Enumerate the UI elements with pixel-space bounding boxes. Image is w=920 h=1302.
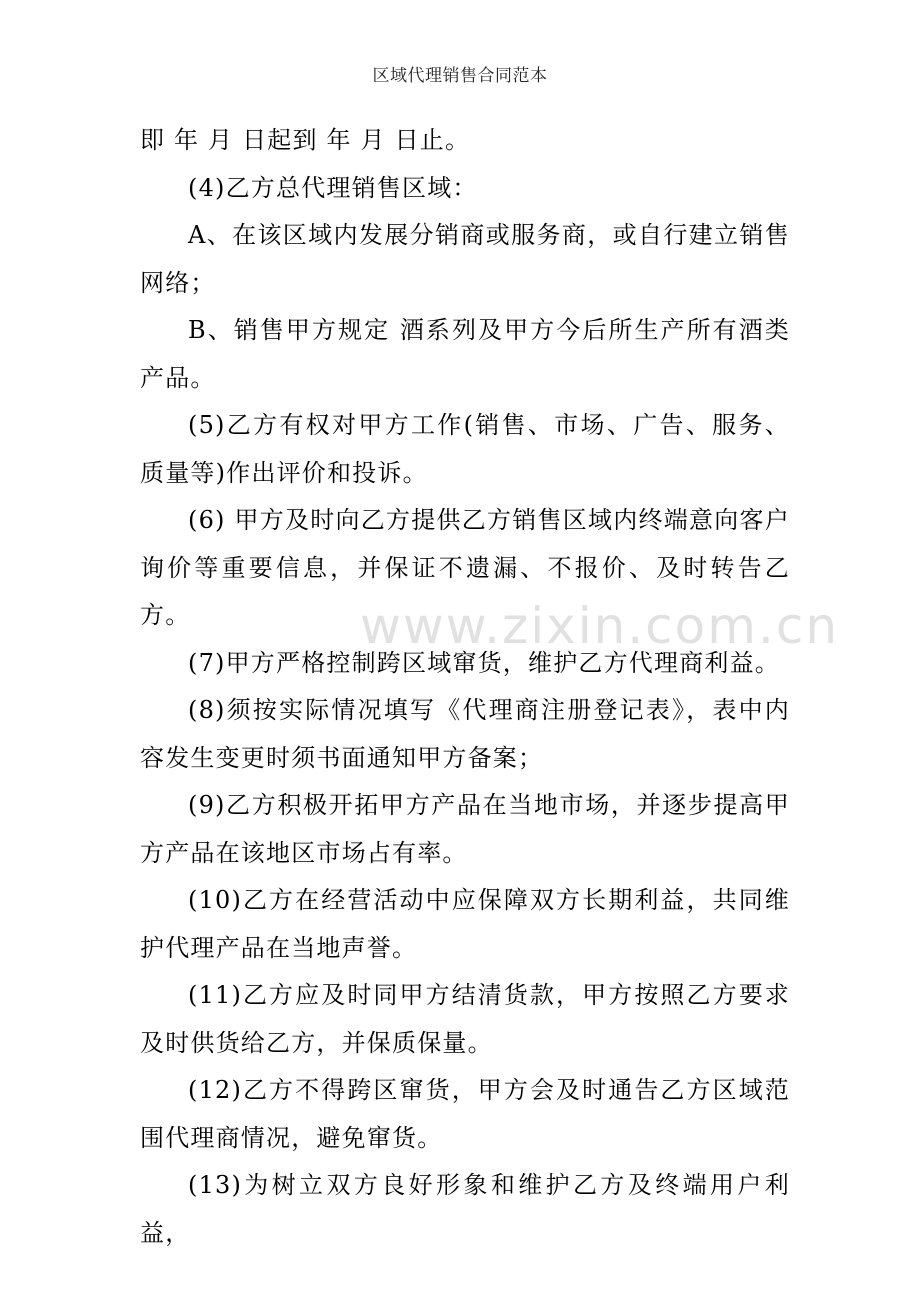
paragraph-clause-4b: B、销售甲方规定 酒系列及甲方今后所生产所有酒类产品。 — [140, 316, 790, 392]
paragraph-clause-5: (5)乙方有权对甲方工作(销售、市场、广告、服务、质量等)作出评价和投诉。 — [140, 411, 790, 487]
paragraph-clause-4: (4)乙方总代理销售区域： — [188, 173, 478, 202]
paragraph-clause-10: (10)乙方在经营活动中应保障双方长期利益，共同维护代理产品在当地声誉。 — [140, 886, 790, 962]
paragraph-clause-4a: A、在该区域内发展分销商或服务商，或自行建立销售网络； — [140, 221, 790, 297]
paragraph-clause-8: (8)须按实际情况填写《代理商注册登记表》，表中内容发生变更时须书面通知甲方备案； — [140, 696, 790, 772]
paragraph-clause-9: (9)乙方积极开拓甲方产品在当地市场，并逐步提高甲方产品在该地区市场占有率。 — [140, 791, 790, 867]
paragraph-date-range: 即 年 月 日起到 年 月 日止。 — [140, 126, 471, 154]
paragraph-clause-13: (13)为树立双方良好形象和维护乙方及终端用户利益， — [140, 1171, 790, 1247]
page-header-title: 区域代理销售合同范本 — [372, 66, 548, 86]
paragraph-clause-6: (6) 甲方及时向乙方提供乙方销售区域内终端意向客户询价等重要信息，并保证不遗漏、不报价、及时转告乙方。 — [140, 506, 790, 629]
watermark: www.zixin.com.cn — [360, 597, 840, 655]
paragraph-clause-7: (7)甲方严格控制跨区域窜货，维护乙方代理商利益。 — [188, 648, 780, 677]
document-body — [140, 117, 790, 1257]
paragraph-clause-11: (11)乙方应及时同甲方结清货款，甲方按照乙方要求及时供货给乙方，并保质保量。 — [140, 981, 790, 1057]
paragraph-clause-12: (12)乙方不得跨区窜货，甲方会及时通告乙方区域范围代理商情况，避免窜货。 — [140, 1076, 790, 1152]
